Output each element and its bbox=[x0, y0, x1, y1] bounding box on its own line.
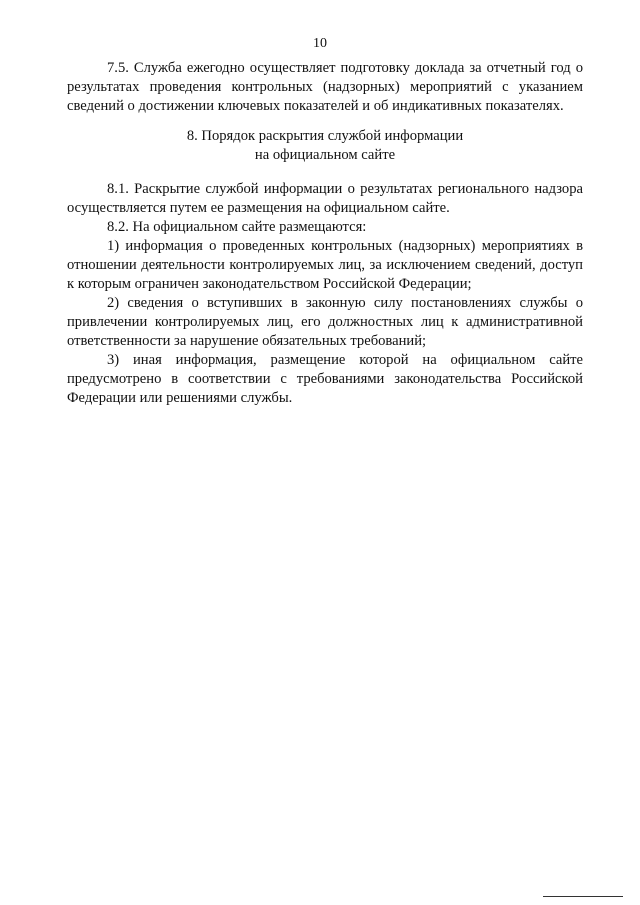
list-item-1: 1) информация о проведенных контрольных (надзорных) мероприятиях в отношении деятельности контролируемых лиц, за исключением сведений, доступ к которым ограничен законодательством Российской Федерации; bbox=[67, 238, 583, 292]
section-8-body bbox=[67, 180, 583, 408]
list-item-3: 3) иная информация, размещение которой на официальном сайте предусмотрено в соответствии с требованиями законодательства Российской Федерации или решениями службы. bbox=[67, 352, 583, 406]
section-8-heading bbox=[67, 127, 583, 165]
paragraph-7-5: 7.5. Служба ежегодно осуществляет подготовку доклада за отчетный год о результатах проведения контрольных (надзорных) мероприятий с указанием сведений о достижении ключевых показателей и об индикативных показателях. bbox=[67, 60, 583, 114]
paragraph-8-2: 8.2. На официальном сайте размещаются: bbox=[107, 219, 367, 235]
list-item-2: 2) сведения о вступивших в законную силу постановлениях службы о привлечении контролируемых лиц, его должностных лиц к административной ответственности за нарушение обязательных требований; bbox=[67, 295, 583, 349]
footer-line bbox=[543, 896, 623, 897]
paragraph-8-1: 8.1. Раскрытие службой информации о результатах регионального надзора осуществляется путем ее размещения на официальном сайте. bbox=[67, 181, 583, 216]
section-heading-line-2: на официальном сайте bbox=[254, 147, 396, 163]
page-number: 10 bbox=[313, 36, 327, 51]
section-heading-line-1: 8. Порядок раскрытия службой информации bbox=[186, 128, 464, 144]
paragraph-7-5-block bbox=[67, 59, 583, 116]
